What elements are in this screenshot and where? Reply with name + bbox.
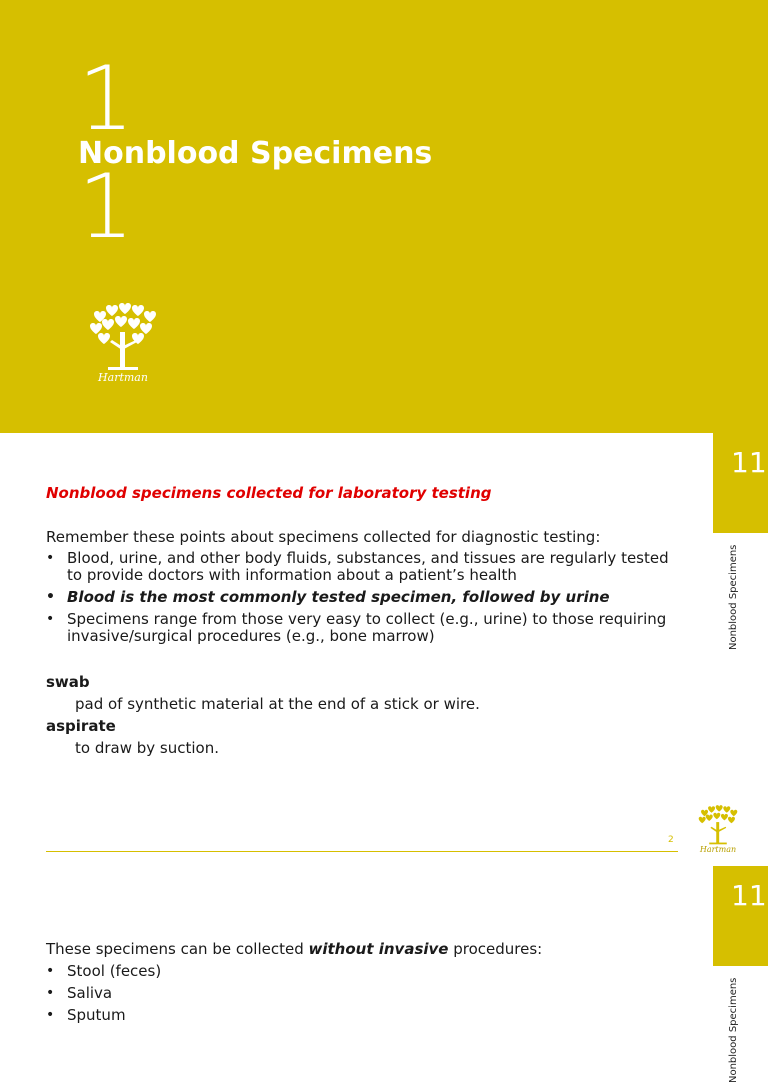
- list-item: • Sputum: [46, 1007, 686, 1024]
- intro-text-end: procedures:: [448, 940, 543, 958]
- chapter-number: 1: [78, 47, 134, 150]
- tree-icon: [82, 300, 164, 374]
- definition-aspirate: to draw by suction.: [75, 739, 219, 757]
- chapter-side-label: Nonblood Specimens: [728, 544, 739, 650]
- chapter-tab: 11: [713, 866, 768, 966]
- logo-text: Hartman: [98, 371, 148, 384]
- logo-text: Hartman: [699, 845, 737, 854]
- chapter-tab: 11: [713, 433, 768, 533]
- title-slide: [0, 0, 768, 433]
- chapter-side-label: Nonblood Specimens: [728, 977, 739, 1083]
- list-item: • Saliva: [46, 985, 686, 1002]
- term-swab: swab: [46, 673, 90, 691]
- list-item: • Stool (feces): [46, 963, 686, 980]
- page-number: 2: [668, 835, 674, 845]
- hartman-logo: [82, 300, 164, 390]
- section-heading: Nonblood specimens collected for laboratory testing: [46, 484, 492, 502]
- term-aspirate: aspirate: [46, 717, 116, 735]
- chapter-number-second: 1: [78, 155, 134, 258]
- intro-text: Remember these points about specimens collected for diagnostic testing:: [46, 528, 601, 546]
- list-item: • Blood, urine, and other body fluids, substances, and tissues are regularly tested to provide doctors with information about a patient’s health: [46, 550, 686, 584]
- list-item: • Specimens range from those very easy to collect (e.g., urine) to those requiring invasive/surgical procedures (e.g., bone marrow): [46, 611, 686, 645]
- hartman-logo-small: [694, 803, 742, 857]
- definition-swab: pad of synthetic material at the end of a stick or wire.: [75, 695, 480, 713]
- slide-title: Nonblood Specimens: [78, 136, 433, 171]
- intro-text-start: These specimens can be collected: [46, 940, 309, 958]
- footer-divider: [46, 851, 678, 852]
- bullet-list: [46, 550, 686, 650]
- bullet-list: [46, 963, 686, 1029]
- intro-text: [46, 940, 542, 958]
- intro-emphasis: without invasive: [308, 940, 449, 958]
- list-item: • Blood is the most commonly tested specimen, followed by urine: [46, 589, 686, 606]
- tree-icon: [694, 803, 742, 847]
